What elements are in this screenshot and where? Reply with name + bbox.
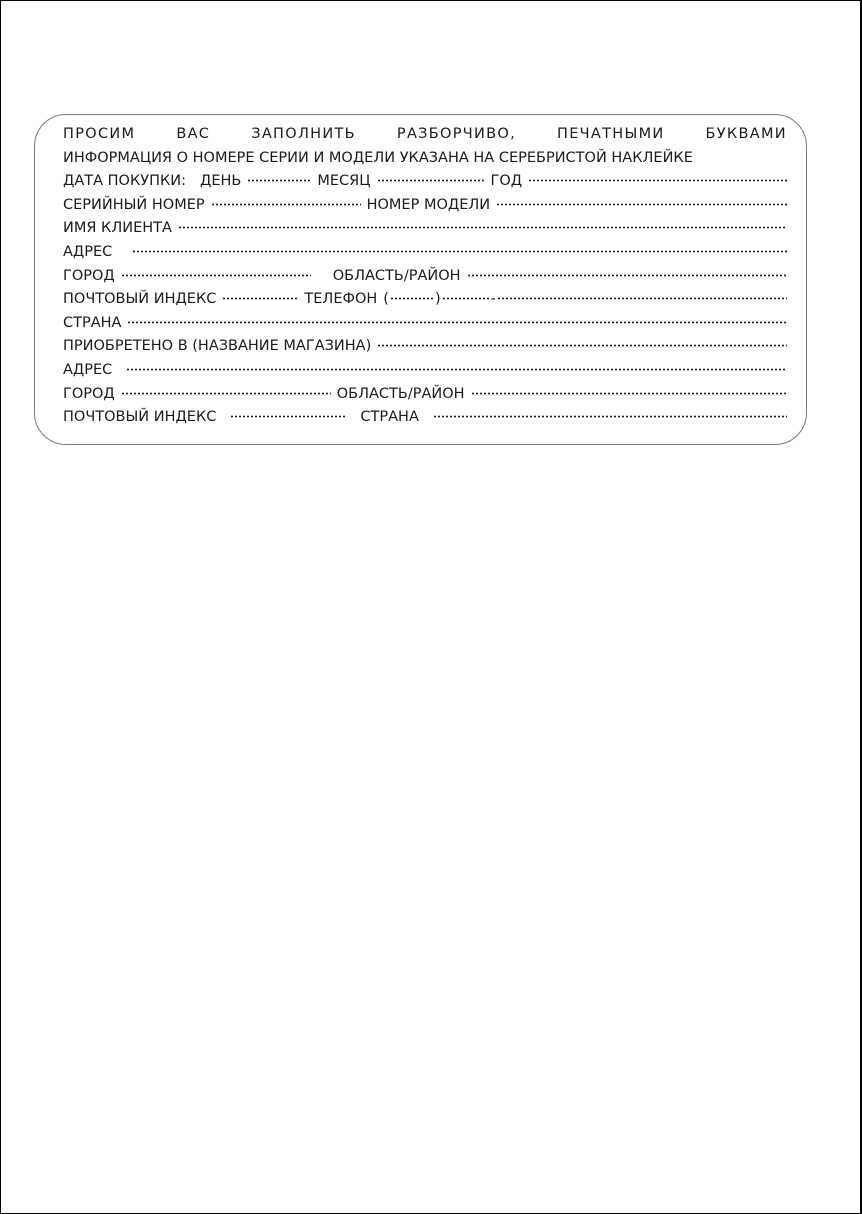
address-label: АДРЕС xyxy=(63,243,113,260)
region-label: ОБЛАСТЬ/РАЙОН xyxy=(332,267,461,284)
month-label: МЕСЯЦ xyxy=(317,173,371,190)
store-postal-field[interactable] xyxy=(230,413,346,421)
instruction-word: РАЗБОРЧИВО, xyxy=(396,126,517,142)
store-row xyxy=(63,335,787,359)
serial-model-row xyxy=(63,194,787,218)
city-region-row xyxy=(63,265,787,289)
store-country-field[interactable] xyxy=(433,413,787,421)
year-field[interactable] xyxy=(528,177,787,185)
purchase-date-label: ДАТА ПОКУПКИ: xyxy=(63,173,187,190)
address-field[interactable] xyxy=(132,248,787,256)
store-postal-country-row xyxy=(63,406,787,430)
country-label: СТРАНА xyxy=(63,314,122,331)
purchase-date-row xyxy=(63,170,787,194)
warranty-form-card xyxy=(34,114,807,445)
instruction-word: ПРОСИМ xyxy=(63,126,136,142)
instruction-word: БУКВАМИ xyxy=(705,126,787,142)
postal-phone-row xyxy=(63,288,787,312)
store-region-label: ОБЛАСТЬ/РАЙОН xyxy=(336,385,465,402)
phone-area-code-field[interactable] xyxy=(390,295,434,303)
model-label: НОМЕР МОДЕЛИ xyxy=(366,196,491,213)
form-rows xyxy=(63,123,787,430)
phone-label: ТЕЛЕФОН xyxy=(304,291,378,308)
store-city-region-row xyxy=(63,383,787,407)
store-address-field[interactable] xyxy=(126,366,787,374)
store-field[interactable] xyxy=(377,342,787,350)
form-info-line xyxy=(63,147,787,171)
store-address-label: АДРЕС xyxy=(63,361,113,378)
region-field[interactable] xyxy=(467,272,787,280)
store-city-label: ГОРОД xyxy=(63,385,115,402)
form-instruction-line xyxy=(63,123,787,147)
phone-dash: - xyxy=(490,291,496,308)
info-text: ИНФОРМАЦИЯ О НОМЕРЕ СЕРИИ И МОДЕЛИ УКАЗАНА НА СЕРЕБРИСТОЙ НАКЛЕЙКЕ xyxy=(63,149,693,166)
store-address-row xyxy=(63,359,787,383)
postal-field[interactable] xyxy=(222,295,298,303)
store-city-field[interactable] xyxy=(121,390,331,398)
client-name-label: ИМЯ КЛИЕНТА xyxy=(63,220,172,237)
city-label: ГОРОД xyxy=(63,267,115,284)
address-row xyxy=(63,241,787,265)
country-field[interactable] xyxy=(127,319,787,327)
instruction-word: ВАС xyxy=(176,126,211,142)
postal-label: ПОЧТОВЫЙ ИНДЕКС xyxy=(63,291,217,308)
client-name-field[interactable] xyxy=(178,224,787,232)
phone-close-paren: ) xyxy=(434,291,441,308)
model-field[interactable] xyxy=(496,201,787,209)
phone-open-paren: ( xyxy=(383,291,389,308)
serial-field[interactable] xyxy=(211,201,361,209)
country-row xyxy=(63,312,787,336)
instruction-word: ПЕЧАТНЫМИ xyxy=(557,126,665,142)
store-country-label: СТРАНА xyxy=(360,409,419,426)
phone-prefix-field[interactable] xyxy=(442,295,490,303)
phone-number-field[interactable] xyxy=(497,295,787,303)
store-postal-label: ПОЧТОВЫЙ ИНДЕКС xyxy=(63,409,217,426)
serial-label: СЕРИЙНЫЙ НОМЕР xyxy=(63,196,205,213)
day-field[interactable] xyxy=(247,177,311,185)
day-label: ДЕНЬ xyxy=(200,173,242,190)
month-field[interactable] xyxy=(377,177,485,185)
year-label: ГОД xyxy=(490,173,523,190)
instruction-word: ЗАПОЛНИТЬ xyxy=(251,126,356,142)
client-name-row xyxy=(63,217,787,241)
store-label: ПРИОБРЕТЕНО В (НАЗВАНИЕ МАГАЗИНА) xyxy=(63,338,372,355)
city-field[interactable] xyxy=(121,272,311,280)
store-region-field[interactable] xyxy=(471,390,787,398)
